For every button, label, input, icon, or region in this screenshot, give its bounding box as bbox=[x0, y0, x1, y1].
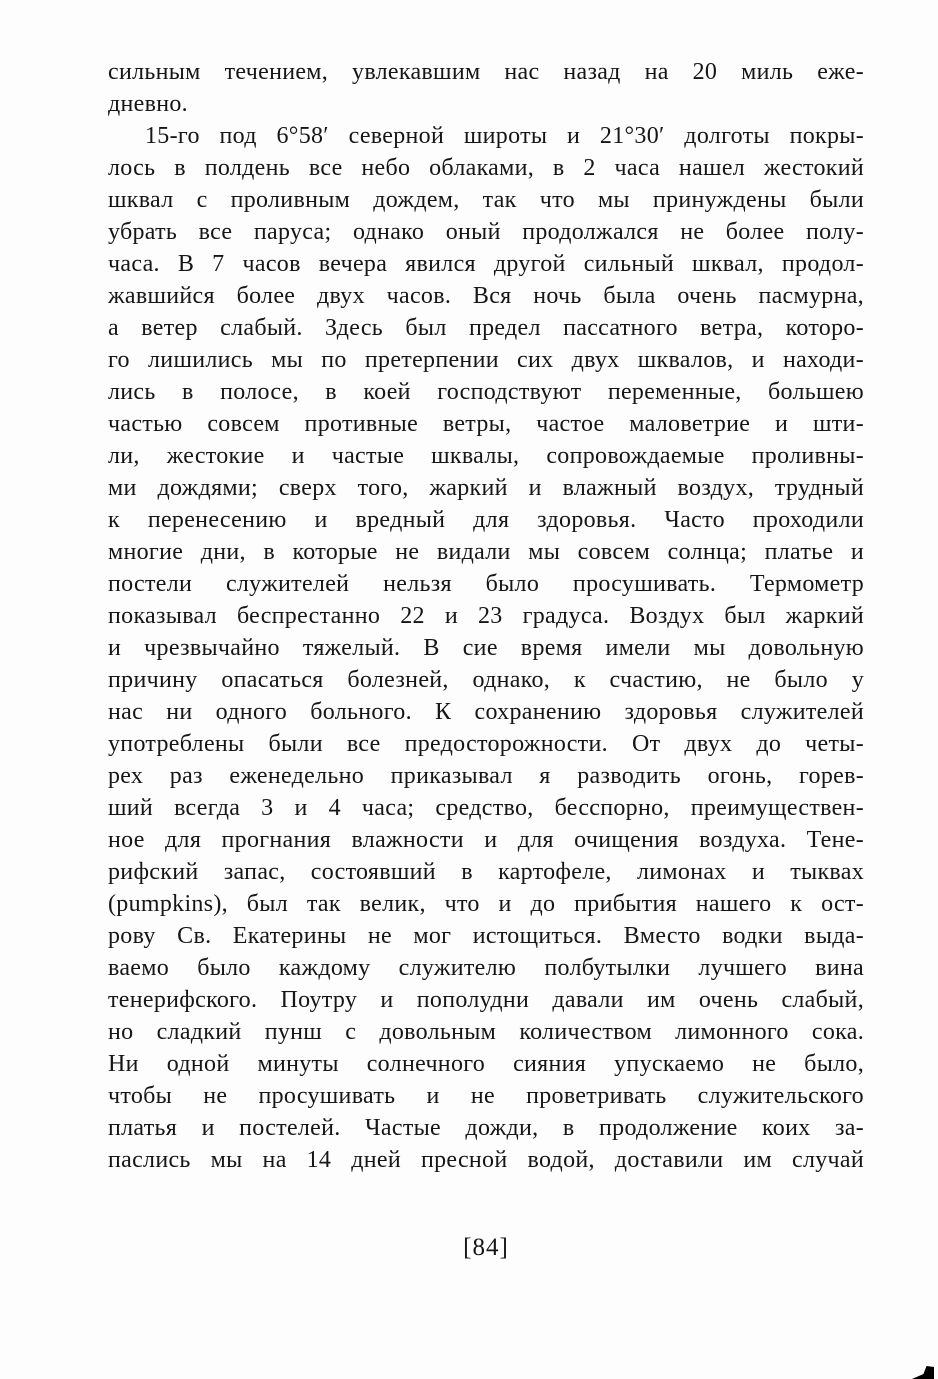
text-line: частью совсем противные ветры, частое маловетрие и шти- bbox=[108, 411, 864, 437]
page-number: [84] bbox=[463, 1234, 509, 1261]
text-line: шквал с проливным дождем, так что мы принуждены были bbox=[108, 187, 864, 213]
text-line: употреблены были все предосторожности. От двух до четы- bbox=[108, 731, 864, 757]
text-line: нас ни одного больного. К сохранению здоровья служителей bbox=[108, 699, 864, 725]
text-line: рифский запас, состоявший в картофеле, лимонах и тыквах bbox=[108, 859, 864, 885]
text-line: ми дождями; сверх того, жаркий и влажный воздух, трудный bbox=[108, 475, 864, 501]
text-line: го лишились мы по претерпении сих двух шквалов, и находи- bbox=[108, 347, 864, 373]
text-line: постели служителей нельзя было просушивать. Термометр bbox=[108, 571, 864, 597]
text-line: Ни одной минуты солнечного сияния упускаемо не было, bbox=[108, 1051, 864, 1077]
text-line: причину опасаться болезней, однако, к счастию, не было у bbox=[108, 667, 864, 693]
text-line: лось в полдень все небо облаками, в 2 часа нашел жестокий bbox=[108, 155, 864, 181]
page-text bbox=[108, 56, 864, 1176]
text-line: ваемо было каждому служителю полбутылки лучшего вина bbox=[108, 955, 864, 981]
text-line: но сладкий пунш с довольным количеством лимонного сока. bbox=[108, 1019, 864, 1045]
text-line: ли, жестокие и частые шквалы, сопровождаемые проливны- bbox=[108, 443, 864, 469]
text-line: многие дни, в которые не видали мы совсем солнца; платье и bbox=[108, 539, 864, 565]
text-line: часа. В 7 часов вечера явился другой сильный шквал, продол- bbox=[108, 251, 864, 277]
text-line: показывал беспрестанно 22 и 23 градуса. Воздух был жаркий bbox=[108, 603, 864, 629]
text-line: платья и постелей. Частые дожди, в продолжение коих за- bbox=[108, 1115, 864, 1141]
page-corner-mark bbox=[912, 1366, 934, 1379]
text-line: ший всегда 3 и 4 часа; средство, бесспорно, преимуществен- bbox=[108, 795, 864, 821]
text-line: убрать все паруса; однако оный продолжался не более полу- bbox=[108, 219, 864, 245]
text-line: рову Св. Екатерины не мог истощиться. Вместо водки выда- bbox=[108, 923, 864, 949]
text-line: сильным течением, увлекавшим нас назад на 20 миль еже- bbox=[108, 59, 864, 85]
text-line: лись в полосе, в коей господствуют переменные, большею bbox=[108, 379, 864, 405]
text-line: чтобы не просушивать и не проветривать служительского bbox=[108, 1083, 864, 1109]
text-line: рех раз еженедельно приказывал я разводить огонь, горев- bbox=[108, 763, 864, 789]
text-line: (pumpkins), был так велик, что и до прибытия нашего к ост- bbox=[108, 891, 864, 917]
text-line: жавшийся более двух часов. Вся ночь была очень пасмурна, bbox=[108, 283, 864, 309]
text-line: и чрезвычайно тяжелый. В сие время имели мы довольную bbox=[108, 635, 864, 661]
text-line: 15-го под 6°58′ северной широты и 21°30′ долготы покры- bbox=[145, 123, 864, 149]
text-line: дневно. bbox=[108, 91, 188, 117]
text-line: ное для прогнания влажности и для очищения воздуха. Тене- bbox=[108, 827, 864, 853]
text-line: паслись мы на 14 дней пресной водой, доставили им случай bbox=[108, 1147, 864, 1173]
text-line: к перенесению и вредный для здоровья. Часто проходили bbox=[108, 507, 864, 533]
text-line: а ветер слабый. Здесь был предел пассатного ветра, которо- bbox=[108, 315, 864, 341]
text-line: тенерифского. Поутру и пополудни давали им очень слабый, bbox=[108, 987, 864, 1013]
